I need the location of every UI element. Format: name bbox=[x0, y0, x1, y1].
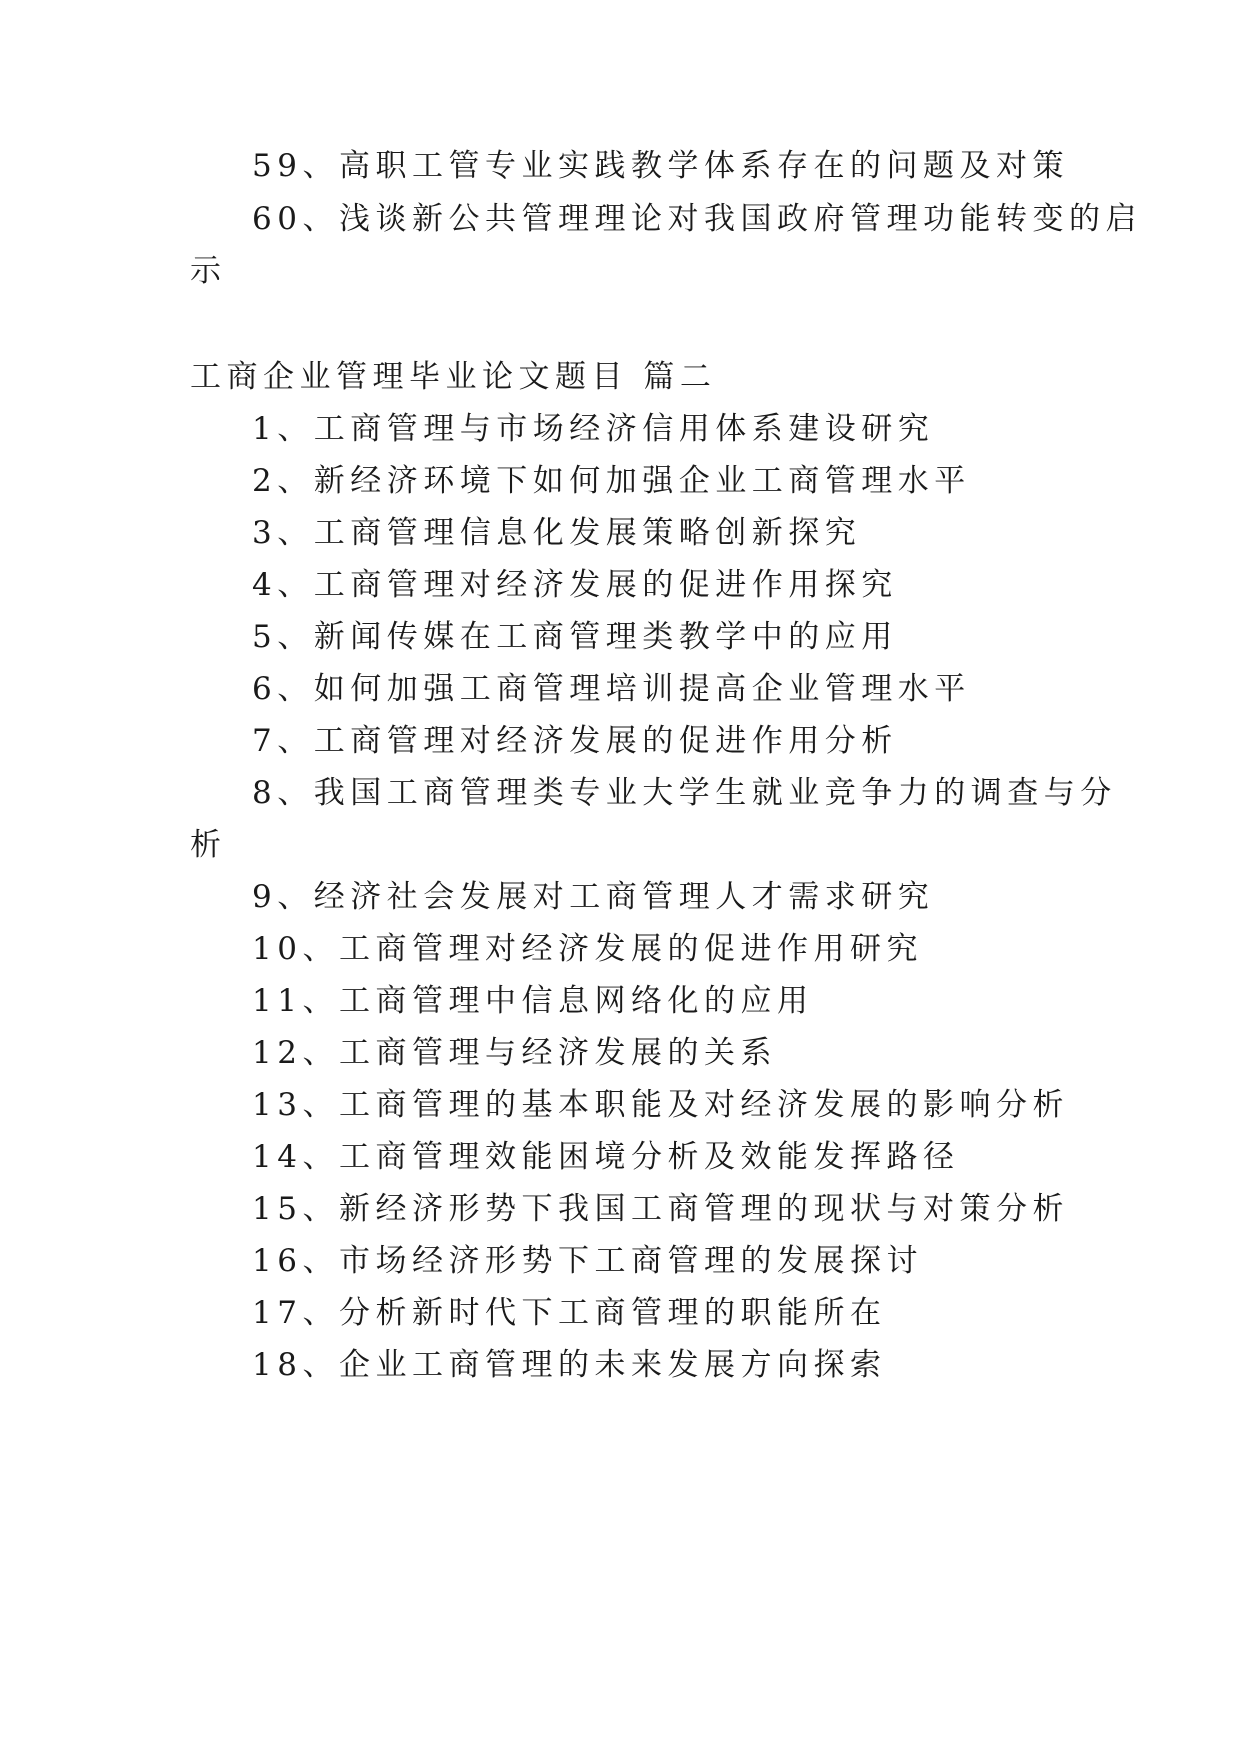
list-item: 59、高职工管专业实践教学体系存在的问题及对策 bbox=[252, 148, 1069, 184]
list-item: 9、经济社会发展对工商管理人才需求研究 bbox=[252, 879, 935, 915]
list-item-continuation: 析 bbox=[190, 827, 227, 863]
list-item: 10、工商管理对经济发展的促进作用研究 bbox=[252, 931, 923, 967]
list-item: 3、工商管理信息化发展策略创新探究 bbox=[252, 515, 862, 551]
list-item: 11、工商管理中信息网络化的应用 bbox=[252, 983, 814, 1019]
list-item: 1、工商管理与市场经济信用体系建设研究 bbox=[252, 411, 935, 447]
list-item-continuation: 示 bbox=[190, 253, 227, 289]
list-item: 18、企业工商管理的未来发展方向探索 bbox=[252, 1347, 887, 1383]
section-heading: 工商企业管理毕业论文题目 篇二 bbox=[190, 359, 717, 395]
list-item: 15、新经济形势下我国工商管理的现状与对策分析 bbox=[252, 1191, 1069, 1227]
list-item: 7、工商管理对经济发展的促进作用分析 bbox=[252, 723, 898, 759]
list-item: 60、浅谈新公共管理理论对我国政府管理功能转变的启 bbox=[252, 201, 1142, 237]
list-item: 17、分析新时代下工商管理的职能所在 bbox=[252, 1295, 887, 1331]
list-item: 2、新经济环境下如何加强企业工商管理水平 bbox=[252, 463, 971, 499]
list-item: 6、如何加强工商管理培训提高企业管理水平 bbox=[252, 671, 971, 707]
list-item: 8、我国工商管理类专业大学生就业竞争力的调查与分 bbox=[252, 775, 1117, 811]
list-item: 4、工商管理对经济发展的促进作用探究 bbox=[252, 567, 898, 603]
list-item: 14、工商管理效能困境分析及效能发挥路径 bbox=[252, 1139, 960, 1175]
list-item: 5、新闻传媒在工商管理类教学中的应用 bbox=[252, 619, 898, 655]
list-item: 16、市场经济形势下工商管理的发展探讨 bbox=[252, 1243, 923, 1279]
list-item: 12、工商管理与经济发展的关系 bbox=[252, 1035, 777, 1071]
list-item: 13、工商管理的基本职能及对经济发展的影响分析 bbox=[252, 1087, 1069, 1123]
